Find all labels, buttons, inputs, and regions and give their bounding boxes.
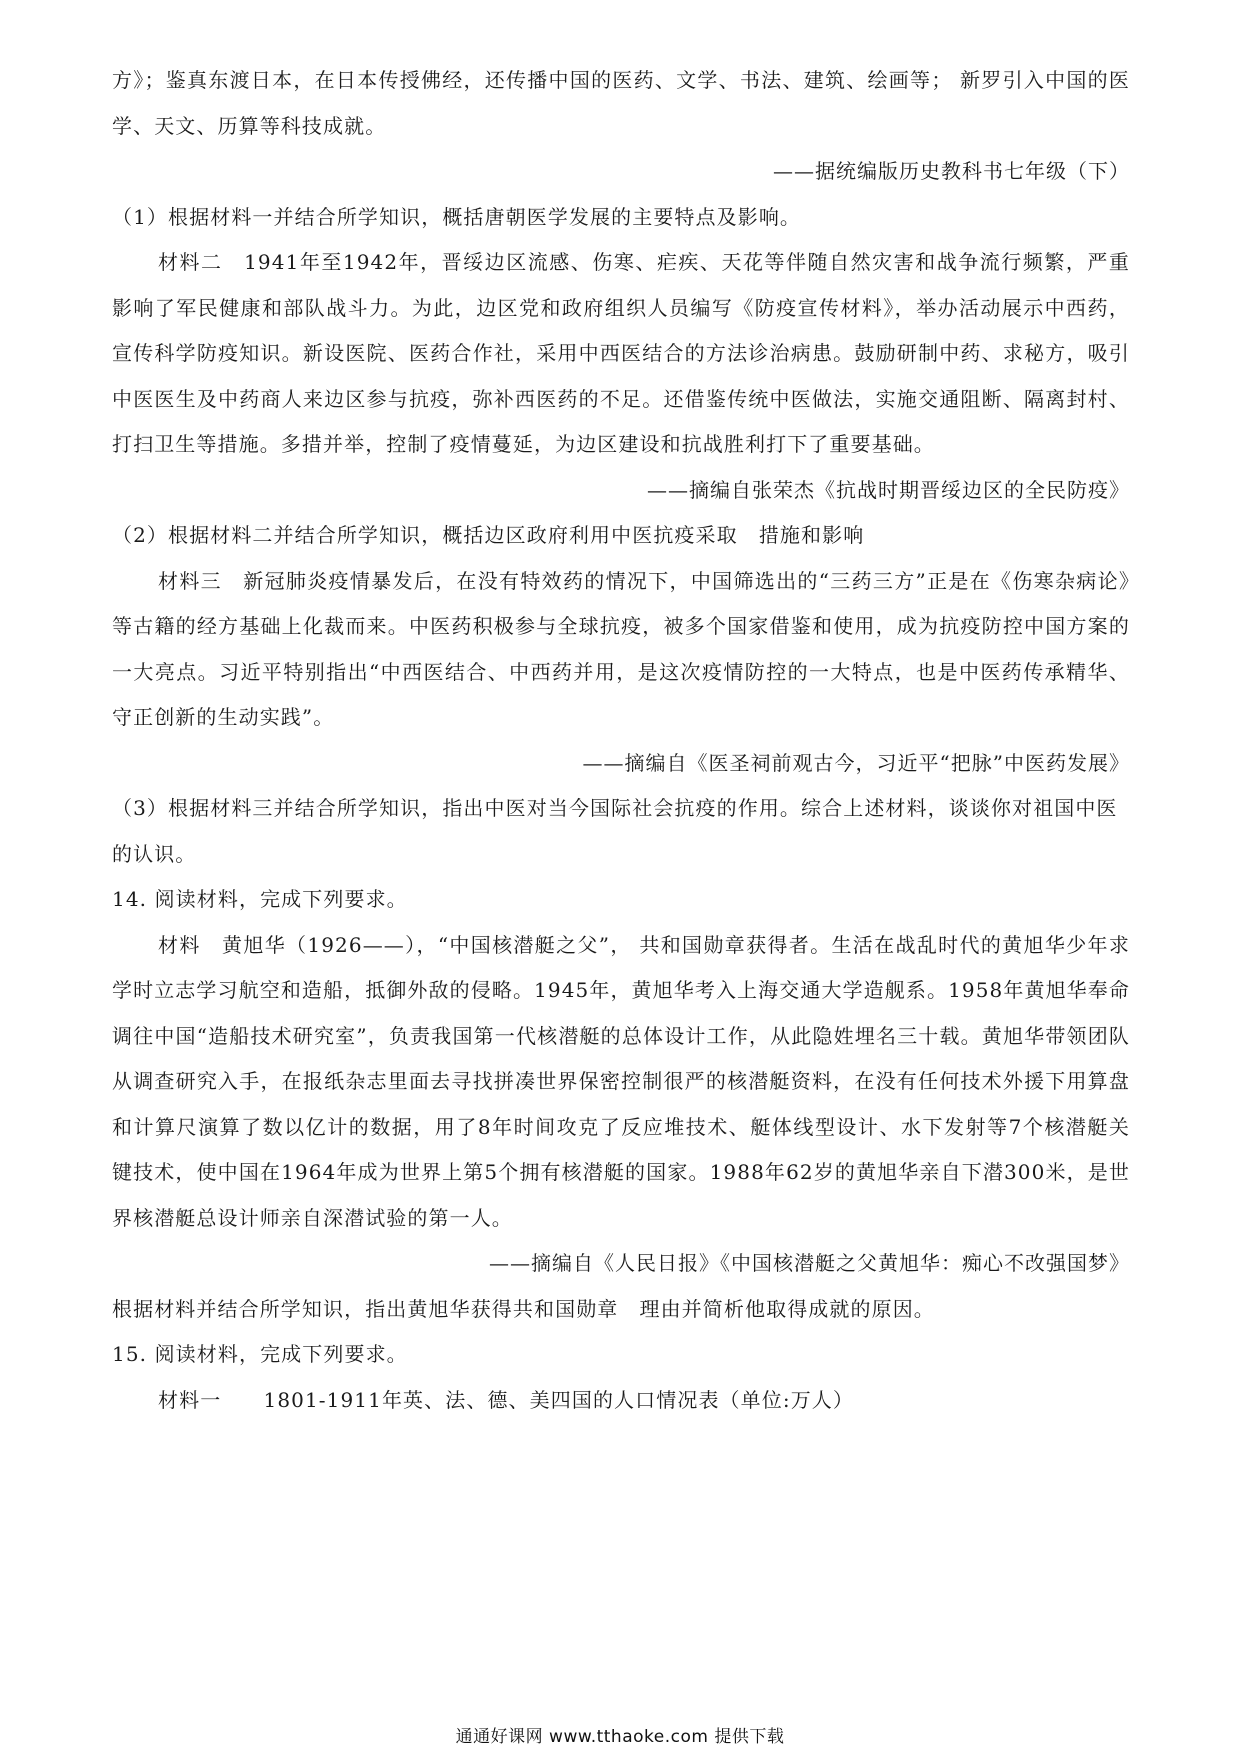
source-citation-1: ——据统编版历史教科书七年级（下） (773, 159, 1130, 183)
material-2-paragraph: 材料二 1941年至1942年，晋绥边区流感、伤寒、疟疾、天花等伴随自然灾害和战争流行频繁，严重影响了军民健康和部队战斗力。为此，边区党和政府组织人员编写《防疫宣传材料》，举办活动展示中西药，宣传科学防疫知识。新设医院、医药合作社，采用中西医结合的方法诊治病患。鼓励研制中药、求秘方，吸引中医医生及中药商人来边区参与抗疫，弥补西医药的不足。还借鉴传统中医做法，实施交通阻断、隔离封村、打扫卫生等措施。多措并举，控制了疫情蔓延，为边区建设和抗战胜利打下了重要基础。 (112, 250, 1130, 456)
intro-paragraph: 方》；鉴真东渡日本，在日本传授佛经，还传播中国的医药、文学、书法、建筑、绘画等； 新罗引入中国的医学、天文、历算等科技成就。 (112, 68, 1130, 138)
material-14-paragraph: 材料 黄旭华（1926——），“中国核潜艇之父”， 共和国勋章获得者。生活在战乱时代的黄旭华少年求学时立志学习航空和造船，抵御外敌的侵略。1945年，黄旭华考入上海交通大学造舰系。1958年黄旭华奉命调往中国“造船技术研究室”，负责我国第一代核潜艇的总体设计工作，从此隐姓埋名三十载。黄旭华带领团队从调查研究入手，在报纸杂志里面去寻找拼凑世界保密控制很严的核潜艇资料，在没有任何技术外援下用算盘和计算尺演算了数以亿计的数据，用了8年时间攻克了反应堆技术、艇体线型设计、水下发射等7个核潜艇关键技术，使中国在1964年成为世界上第5个拥有核潜艇的国家。1988年62岁的黄旭华亲自下潜300米，是世界核潜艇总设计师亲自深潜试验的第一人。 (112, 932, 1130, 1230)
source-citation-3: ——摘编自《医圣祠前观古今，习近平“把脉”中医药发展》 (582, 750, 1130, 775)
question-3: （3）根据材料三并结合所学知识，指出中医对当今国际社会抗疫的作用。综合上述材料，谈谈你对祖国中医的认识。 (112, 796, 1118, 866)
document-body (112, 58, 1130, 1423)
question-14-prompt: 根据材料并结合所学知识，指出黄旭华获得共和国勋章 理由并简析他取得成就的原因。 (112, 1296, 935, 1321)
material-3-paragraph: 材料三 新冠肺炎疫情暴发后，在没有特效药的情况下，中国筛选出的“三药三方”正是在《伤寒杂病论》等古籍的经方基础上化裁而来。中医药积极参与全球抗疫，被多个国家借鉴和使用，成为抗疫防控中国方案的一大亮点。习近平特别指出“中西医结合、中西药并用，是这次疫情防控的一大特点，也是中医药传承精华、守正创新的生动实践”。 (112, 568, 1130, 729)
footer-watermark: 通通好课网 www.tthaoke.com 提供下载 (455, 1727, 785, 1747)
source-citation-14: ——摘编自《人民日报》《中国核潜艇之父黄旭华：痴心不改强国梦》 (489, 1251, 1130, 1275)
question-15-title: 15. 阅读材料，完成下列要求。 (112, 1342, 408, 1366)
question-14-title: 14. 阅读材料，完成下列要求。 (112, 887, 408, 911)
question-1: （1）根据材料一并结合所学知识，概括唐朝医学发展的主要特点及影响。 (112, 204, 802, 229)
material-15-caption: 材料一 1801-1911年英、法、德、美四国的人口情况表（单位:万人） (158, 1387, 854, 1412)
source-citation-2: ——摘编自张荣杰《抗战时期晋绥边区的全民防疫》 (647, 477, 1130, 502)
question-2: （2）根据材料二并结合所学知识，概括边区政府利用中医抗疫采取 措施和影响 (112, 523, 865, 547)
